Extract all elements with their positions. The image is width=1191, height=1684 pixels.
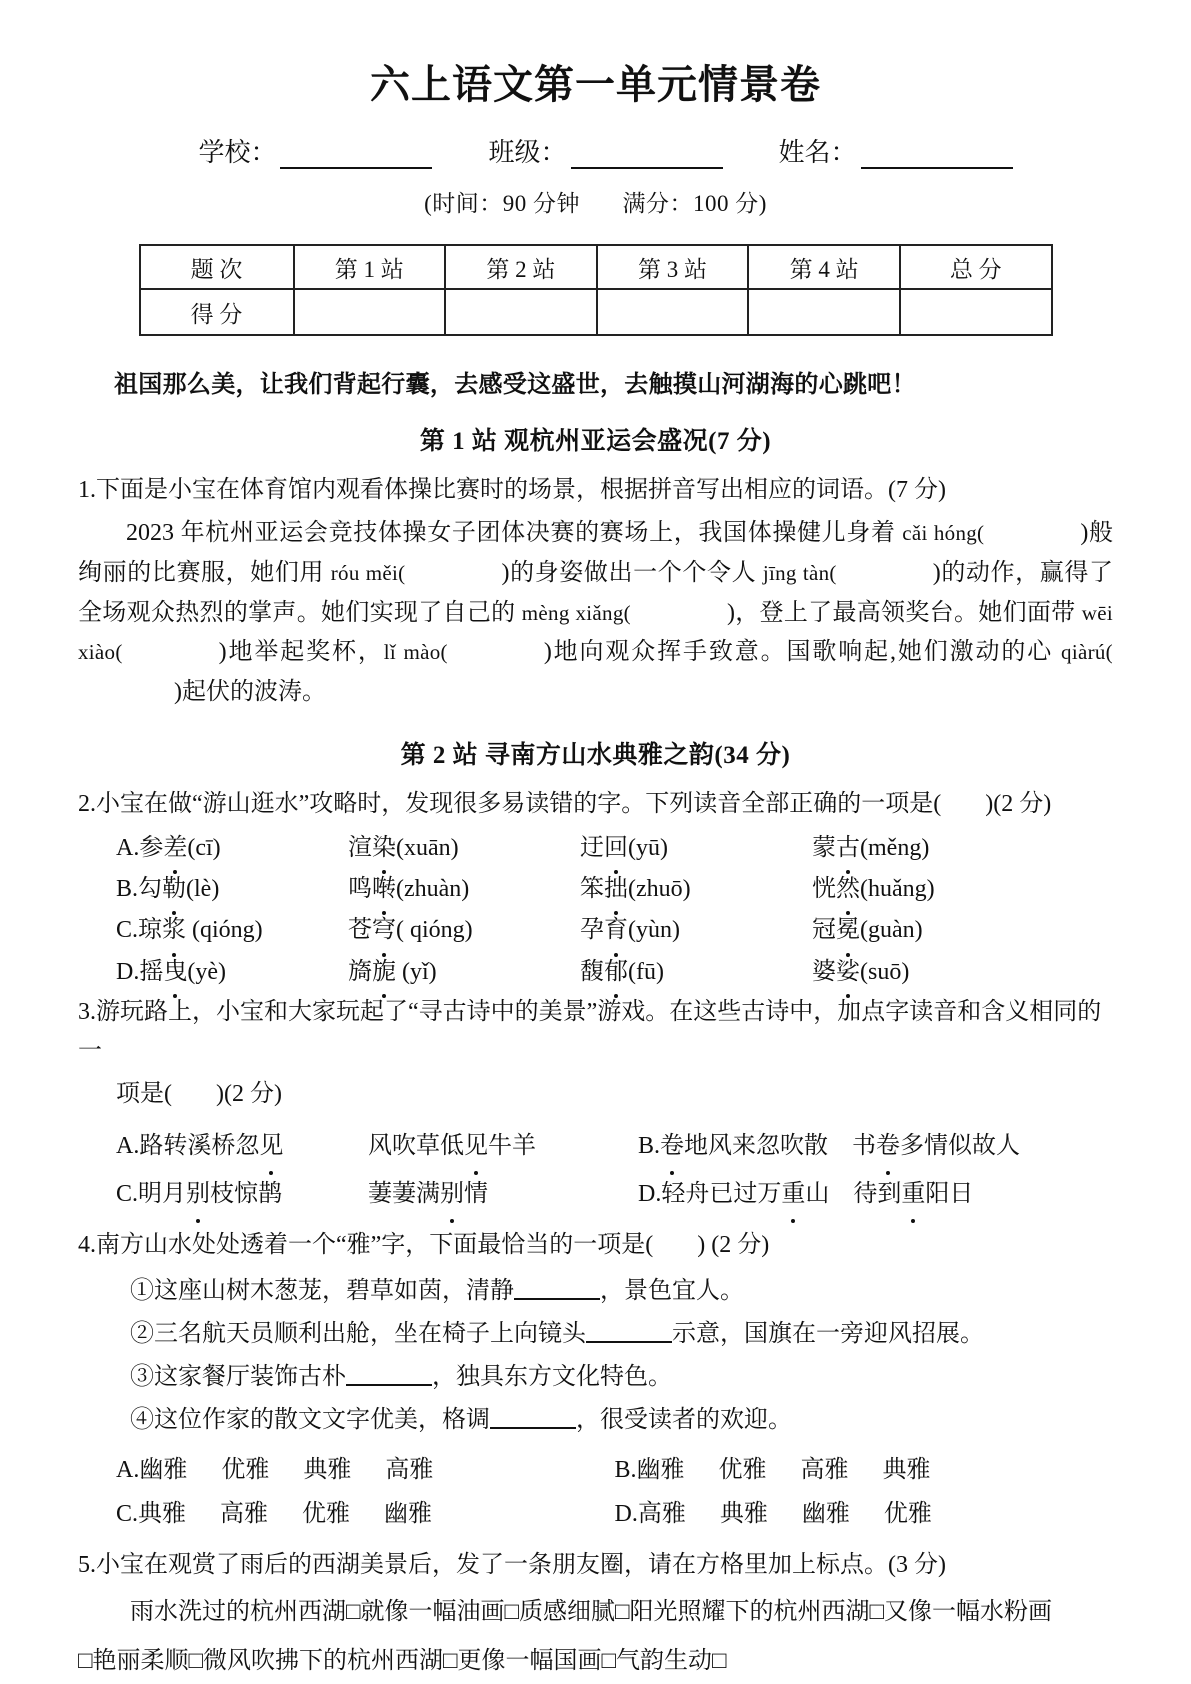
table-row-headers [140,245,1052,289]
school-blank[interactable] [280,145,432,169]
question-4-subitem-0 [130,1270,1113,1313]
emphasis-dot-char: 差 [163,828,187,869]
option-label: C. [116,917,139,944]
score-table-header-0: 题 次 [140,245,294,289]
poem-line-2 [368,1181,488,1207]
poem-line-2 [852,1133,1020,1159]
score-table-header-3: 第 3 站 [597,245,749,289]
emphasis-dot-char: 重 [781,1170,805,1218]
option-word-1: 优雅 [718,1457,767,1484]
poem-part: 书 [852,1132,877,1159]
question-1-text-21: )起伏的波涛。 [174,679,326,706]
question-3-option-right-0[interactable] [638,1122,1113,1170]
option-word-0: 典雅 [138,1500,187,1527]
emphasis-dot-char: 浆 [162,910,186,951]
question-4-blank-1[interactable] [586,1321,672,1343]
question-3-option-left-0[interactable] [116,1122,368,1170]
question-3-stem-points: )(2 分) [216,1080,282,1107]
emphasis-dot-char: 染 [372,828,396,869]
subitem-text-before: ②三名航天员顺利出舱，坐在椅子上向镜头 [130,1321,586,1348]
word-part: 渲 [348,834,372,861]
pinyin-reading: (lè) [186,876,220,903]
word-part: 冠 [812,917,836,944]
school-label: 学校： [198,138,277,167]
score-table-header-5: 总 分 [900,245,1052,289]
option-word-2: 幽雅 [801,1500,850,1527]
question-4-option-C[interactable] [116,1493,615,1536]
emphasis-dot-char: 然 [836,869,860,910]
poem-part: 萋萋满 [368,1180,440,1207]
word-part: 鸣 [348,876,372,903]
pinyin-reading: (guàn) [860,917,923,944]
question-2-option-0-0[interactable] [116,828,348,869]
emphasis-dot-char: 育 [604,910,628,951]
emphasis-dot-char: 别 [440,1170,464,1218]
word-part: 参 [139,834,164,861]
word-part: 婆 [812,958,836,985]
question-1-stem: 1.下面是小宝在体育馆内观看体操比赛时的场景，根据拼音写出相应的词语。(7 分) [78,477,946,503]
word-part: 琼 [138,917,163,944]
poem-part: 山 [805,1180,830,1207]
question-2-option-2-3[interactable] [812,910,1044,951]
subitem-text-after: ，独具东方文化特色。 [432,1363,672,1390]
word-part: 孕 [580,917,604,944]
question-4-blank-3[interactable] [490,1407,576,1429]
question-1-text-9: )的动作，赢得了全场观众热烈的掌声。她们实现了自己的 [78,559,1113,626]
poem-part: 待到 [853,1180,902,1207]
emphasis-dot-char: 别 [186,1170,210,1218]
question-4-options [78,1449,1113,1535]
poem-part: 多情似故人 [900,1132,1021,1159]
table-row-scores [140,289,1052,335]
question-1-text-6: )的身姿做出一个个令人 [501,559,763,586]
poem-line-1 [139,1133,283,1159]
question-4-blank-0[interactable] [514,1278,600,1300]
question-4-stem-text: 4.南方山水处处透着一个“雅”字，下面最恰当的一项是( [78,1231,654,1258]
emphasis-dot-char: 勒 [162,869,186,910]
question-3-stem [78,993,1113,1071]
question-4-stem-points: ) (2 分) [697,1231,770,1258]
question-2-option-3-2[interactable] [580,952,812,993]
poem-line-1 [138,1181,282,1207]
question-4-option-B[interactable] [615,1449,1114,1492]
option-label: B. [614,1457,637,1484]
question-2-option-3-0[interactable] [116,952,348,993]
pinyin-reading: (yè) [187,958,226,985]
question-4-stem [78,1226,1113,1265]
option-word-2: 典雅 [303,1457,352,1484]
station-2-heading: 第 2 站 寻南方山水典雅之韵(34 分) [400,742,791,770]
word-part: 苍 [348,917,372,944]
poem-line-2 [853,1181,973,1207]
question-2-stem-points: )(2 分) [985,791,1052,818]
pinyin-reading: (xuān) [396,834,459,861]
pinyin-reading: (zhuō) [628,876,691,903]
question-1-pinyin-7: jīng tàn( [762,560,837,585]
question-1-pinyin-13: wēi xiào( [78,600,1114,665]
question-1-text-12: )，登上了最高领奖台。她们面带 [726,599,1082,626]
exam-total-score: 满分：100 分) [622,191,767,216]
subitem-text-before: ④这位作家的散文文字优美，格调 [130,1406,490,1433]
poem-part: 路转溪桥忽 [139,1132,260,1159]
question-2-option-2-1[interactable] [348,910,580,951]
word-part: 馥 [580,958,604,985]
question-1-pinyin-19: qiàrú( [1061,640,1113,665]
option-word-3: 高雅 [385,1457,434,1484]
option-label: A. [116,1457,140,1484]
question-1-text-3: )般绚丽的比赛服，她们用 [78,519,1114,586]
question-2-option-0-1[interactable] [348,828,580,869]
question-2-option-1-0[interactable] [116,869,348,910]
class-blank[interactable] [571,145,723,169]
emphasis-dot-char: 见 [259,1122,283,1170]
emphasis-dot-char: 穹 [372,910,396,951]
word-part: 勾 [138,876,163,903]
emphasis-dot-char: 古 [836,828,860,869]
poem-line-2 [368,1133,536,1159]
pinyin-reading: (yǐ) [396,958,437,985]
score-table-header-2: 第 2 站 [445,245,597,289]
emphasis-dot-char: 卷 [660,1122,684,1170]
pinyin-reading: (yùn) [628,917,680,944]
question-4-subitem-1 [130,1313,1113,1356]
question-3-option-left-second-0 [368,1122,638,1170]
question-2-stem [78,785,1113,824]
subitem-text-before: ①这座山树木葱茏，碧草如茵，清静 [130,1278,514,1305]
pinyin-reading: (zhuàn) [396,876,470,903]
exam-duration: (时间：90 分钟 [424,191,580,216]
option-label: D. [638,1180,662,1207]
question-5-line-2: □艳丽柔顺□微风吹拂下的杭州西湖□更像一幅国画□气韵生动□ [78,1647,727,1674]
station-1-heading: 第 1 站 观杭州亚运会盛况(7 分) [419,428,772,455]
score-cell-2[interactable] [445,289,597,335]
option-word-1: 优雅 [221,1457,270,1484]
identity-row [78,132,1113,169]
emphasis-dot-char: 见 [464,1122,488,1170]
question-4-option-D[interactable] [615,1493,1114,1536]
score-table-row-label: 得 分 [140,289,294,335]
emphasis-dot-char: 曳 [163,952,187,993]
word-part: 笨 [580,876,604,903]
question-3-options [78,1122,1113,1218]
school-field[interactable] [198,132,432,169]
poem-line-1 [661,1181,829,1207]
name-field[interactable] [779,132,1013,169]
option-label: B. [116,876,139,903]
option-label: C. [116,1180,139,1207]
question-1-text-18: )地向观众挥手致意。国歌响起,她们激动的心 [543,639,1062,666]
option-word-2: 优雅 [302,1500,351,1527]
score-cell-4[interactable] [748,289,900,335]
question-2-option-2-2[interactable] [580,910,812,951]
question-1-text-0: 2023 年杭州亚运会竞技体操女子团体决赛的赛场上，我国体操健儿身着 [126,519,903,546]
score-table [139,244,1053,336]
word-part: 旖 [348,958,372,985]
question-2-option-0-2[interactable] [580,828,812,869]
emphasis-dot-char: 回 [604,828,628,869]
option-word-3: 幽雅 [384,1500,433,1527]
question-4-blank-2[interactable] [346,1364,432,1386]
pinyin-reading: (suō) [860,958,910,985]
page-title: 六上语文第一单元情景卷 [370,62,821,107]
question-2-option-1-3[interactable] [812,869,1044,910]
option-label: D. [116,958,140,985]
poem-part: 轻舟已过万 [661,1180,782,1207]
emphasis-dot-char: 冕 [836,910,860,951]
question-4-subitem-2 [130,1356,1113,1399]
poem-part: 风吹草低 [368,1132,464,1159]
emphasis-dot-char: 郁 [604,952,628,993]
question-2-option-3-3[interactable] [812,952,1044,993]
score-cell-total[interactable] [900,289,1052,335]
poem-line-2-wrap [853,1181,973,1207]
poem-part: 牛羊 [488,1132,536,1159]
question-4-subitems [78,1270,1113,1441]
option-label: A. [116,834,140,861]
option-label: A. [116,1132,140,1159]
question-4-option-A[interactable] [116,1449,615,1492]
score-cell-3[interactable] [597,289,749,335]
word-part: 蒙 [812,834,836,861]
question-3-option-right-1[interactable] [638,1170,1113,1218]
pinyin-reading: (qióng) [186,917,263,944]
emphasis-dot-char: 卷 [876,1122,900,1170]
pinyin-reading: ( qióng) [396,917,473,944]
question-5-line-1: 雨水洗过的杭州西湖□就像一幅油画□质感细腻□阳光照耀下的杭州西湖□又像一幅水粉画 [130,1598,1052,1625]
question-2-options [78,828,1113,993]
question-2-option-3-1[interactable] [348,952,580,993]
question-2-option-0-3[interactable] [812,828,1044,869]
question-3-option-left-second-1 [368,1170,638,1218]
poem-part: 情 [464,1180,488,1207]
emphasis-dot-char: 啭 [372,869,396,910]
question-3-stem-cont: 项是( [116,1080,172,1107]
subitem-text-after: ，景色宜人。 [600,1278,744,1305]
emphasis-dot-char: 旎 [372,952,396,993]
question-2-option-1-1[interactable] [348,869,580,910]
option-word-3: 典雅 [882,1457,931,1484]
option-word-2: 高雅 [800,1457,849,1484]
option-word-3: 优雅 [883,1500,932,1527]
question-5-body [78,1591,1113,1683]
poem-part: 阳日 [925,1180,974,1207]
question-3-stem-text: 3.游玩路上，小宝和大家玩起了“寻古诗中的美景”游戏。在这些古诗中，加点字读音和含义相同的一 [78,998,1102,1064]
question-2-option-2-0[interactable] [116,910,348,951]
question-1-pinyin-16: lǐ mào( [383,640,448,665]
pinyin-reading: (měng) [860,834,930,861]
poem-line-1 [660,1133,828,1159]
pinyin-reading: (fū) [628,958,664,985]
word-part: 摇 [139,958,164,985]
name-blank[interactable] [861,145,1013,169]
option-label: B. [638,1132,661,1159]
pinyin-reading: (huǎng) [860,876,935,903]
question-1-text-15: )地举起奖杯， [218,639,384,666]
option-word-0: 高雅 [637,1500,686,1527]
class-field[interactable] [488,132,722,169]
lead-sentence: 祖国那么美，让我们背起行囊，去感受这盛世，去触摸山河湖海的心跳吧！ [114,372,916,398]
name-label: 姓名： [778,138,857,167]
question-4-subitem-3 [130,1399,1113,1442]
subitem-text-after: ，很受读者的欢迎。 [576,1406,792,1433]
option-word-1: 典雅 [719,1500,768,1527]
question-2-stem-text: 2.小宝在做“游山逛水”攻略时，发现很多易读错的字。下列读音全部正确的一项是( [78,791,942,818]
subitem-text-before: ③这家餐厅装饰古朴 [130,1363,346,1390]
emphasis-dot-char: 娑 [836,952,860,993]
question-1-pinyin-10: mèng xiǎng( [521,600,631,625]
question-3-option-left-1[interactable] [116,1170,368,1218]
class-label: 班级： [488,138,567,167]
question-1-pinyin-1: cǎi hóng( [902,520,985,545]
exam-meta [78,185,1113,218]
pinyin-reading: (yū) [628,834,668,861]
option-word-1: 高雅 [220,1500,269,1527]
question-2-option-1-2[interactable] [580,869,812,910]
subitem-text-after: 示意，国旗在一旁迎风招展。 [672,1321,984,1348]
score-table-header-1: 第 1 站 [294,245,446,289]
question-5-stem: 5.小宝在观赏了雨后的西湖美景后，发了一条朋友圈，请在方格里加上标点。(3 分) [78,1551,946,1578]
emphasis-dot-char: 拙 [604,869,628,910]
score-cell-1[interactable] [294,289,446,335]
option-word-0: 幽雅 [636,1457,685,1484]
pinyin-reading: (cī) [187,834,221,861]
option-word-0: 幽雅 [139,1457,188,1484]
poem-part: 枝惊鹊 [210,1180,283,1207]
question-3-stem-line2 [78,1075,1113,1114]
poem-line-2-wrap [852,1133,1020,1159]
poem-part: 明月 [138,1180,187,1207]
emphasis-dot-char: 重 [901,1170,925,1218]
word-part: 恍 [812,876,836,903]
score-table-header-4: 第 4 站 [748,245,900,289]
option-label: D. [614,1500,638,1527]
question-1-body [78,514,1113,713]
word-part: 迂 [580,834,604,861]
question-1-pinyin-4: róu měi( [330,560,406,585]
poem-part: 地风来忽吹散 [684,1132,829,1159]
option-label: C. [116,1500,139,1527]
